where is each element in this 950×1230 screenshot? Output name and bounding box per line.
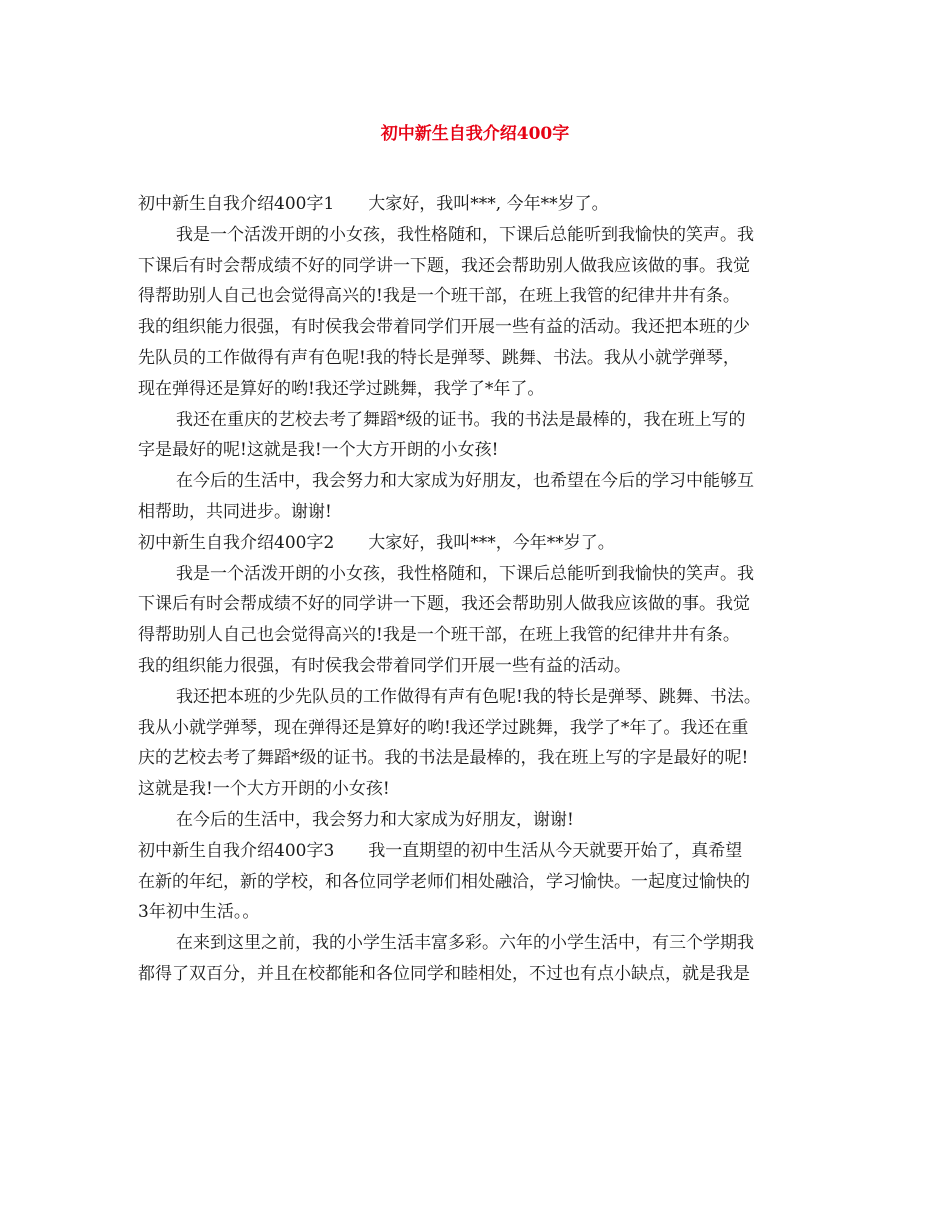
text-line: 字是最好的呢!这就是我!一个大方开朗的小女孩! (138, 440, 499, 461)
text-line: 在来到这里之前，我的小学生活丰富多彩。六年的小学生活中，有三个学期我 (176, 933, 754, 954)
text-line: 我还把本班的少先队员的工作做得有声有色呢!我的特长是弹琴、跳舞、书法。 (176, 686, 761, 707)
text-line: 初中新生自我介绍400字1 大家好，我叫***, 今年**岁了。 (138, 194, 609, 214)
text-line: 下课后有时会帮成绩不好的同学讲一下题，我还会帮助别人做我应该做的事。我觉 (138, 594, 750, 615)
text-line: 庆的艺校去考了舞蹈*级的证书。我的书法是最棒的，我在班上写的字是最好的呢! (138, 748, 749, 769)
text-line: 都得了双百分，并且在校都能和各位同学和睦相处，不过也有点小缺点，就是我是 (138, 964, 750, 984)
text-line: 初中新生自我介绍400字3 我一直期望的初中生活从今天就要开始了，真希望 (138, 840, 743, 861)
text-line: 我的组织能力很强，有时侯我会带着同学们开展一些有益的活动。 (138, 656, 631, 676)
text-line: 我还在重庆的艺校去考了舞蹈*级的证书。我的书法是最棒的，我在班上写的 (176, 409, 746, 430)
text-line: 我是一个活泼开朗的小女孩，我性格随和，下课后总能听到我愉快的笑声。我 (176, 563, 754, 584)
text-line: 我从小就学弹琴，现在弹得还是算好的哟!我还学过跳舞，我学了*年了。我还在重 (138, 717, 749, 738)
text-line: 得帮助别人自己也会觉得高兴的!我是一个班干部，在班上我管的纪律井井有条。 (138, 625, 740, 646)
document-title: 初中新生自我介绍400字 (380, 124, 570, 144)
text-line: 得帮助别人自己也会觉得高兴的!我是一个班干部，在班上我管的纪律井井有条。 (138, 286, 740, 307)
text-line: 我是一个活泼开朗的小女孩，我性格随和，下课后总能听到我愉快的笑声。我 (176, 224, 754, 245)
text-line: 相帮助，共同进步。谢谢! (138, 502, 332, 522)
text-line: 初中新生自我介绍400字2 大家好，我叫***，今年**岁了。 (138, 532, 615, 553)
text-line: 3年初中生活。。 (138, 902, 260, 923)
text-line: 先队员的工作做得有声有色呢!我的特长是弹琴、跳舞、书法。我从小就学弹琴， (138, 348, 740, 368)
text-line: 现在弹得还是算好的哟!我还学过跳舞，我学了*年了。 (138, 378, 545, 399)
text-line: 在今后的生活中，我会努力和大家成为好朋友，谢谢! (176, 810, 574, 830)
text-line: 我的组织能力很强，有时侯我会带着同学们开展一些有益的活动。我还把本班的少 (138, 317, 750, 338)
text-line: 在今后的生活中，我会努力和大家成为好朋友，也希望在今后的学习中能够互 (176, 471, 754, 492)
text-line: 下课后有时会帮成绩不好的同学讲一下题，我还会帮助别人做我应该做的事。我觉 (138, 255, 750, 276)
text-line: 在新的年纪，新的学校，和各位同学老师们相处融洽，学习愉快。一起度过愉快的 (138, 871, 750, 892)
text-line: 这就是我!一个大方开朗的小女孩! (138, 779, 390, 800)
